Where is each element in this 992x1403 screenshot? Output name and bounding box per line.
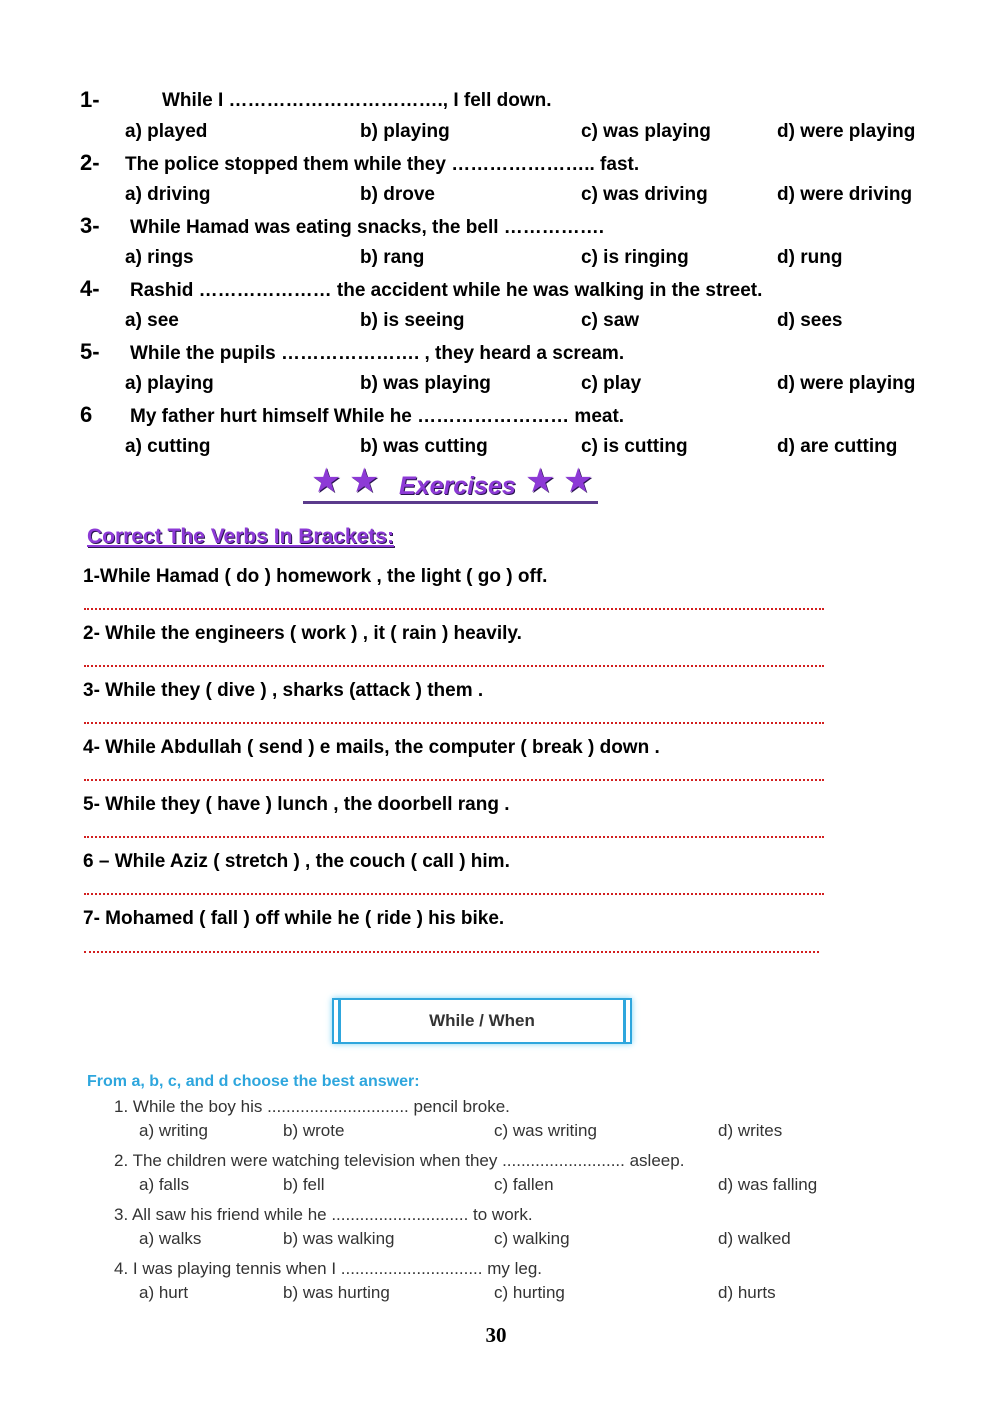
- option-d: d) sees: [777, 310, 843, 331]
- exercise-item: 2- While the engineers ( work ) , it ( rain ) heavily.: [83, 623, 522, 644]
- option-a: a) writing: [139, 1121, 208, 1140]
- option-a: a) see: [125, 310, 179, 331]
- question-number: 4-: [80, 276, 100, 301]
- answer-line[interactable]: [84, 608, 824, 610]
- choose-instruction: From a, b, c, and d choose the best answer:: [87, 1073, 420, 1090]
- question-text: While Hamad was eating snacks, the bell …………….: [130, 217, 605, 238]
- option-b: b) rang: [360, 247, 425, 268]
- question-text: 2. The children were watching television when they .......................... asleep.: [114, 1151, 685, 1170]
- option-b: b) was walking: [283, 1229, 395, 1248]
- option-d: d) hurts: [718, 1283, 776, 1302]
- option-c: c) walking: [494, 1229, 570, 1248]
- option-c: c) was playing: [581, 121, 711, 142]
- option-b: b) was cutting: [360, 436, 488, 457]
- option-a: a) rings: [125, 247, 194, 268]
- answer-line[interactable]: [84, 951, 819, 953]
- answer-line[interactable]: [84, 893, 824, 895]
- banner-underline: [303, 501, 598, 504]
- option-b: b) playing: [360, 121, 450, 142]
- option-c: c) was writing: [494, 1121, 597, 1140]
- option-b: b) is seeing: [360, 310, 465, 331]
- answer-line[interactable]: [84, 665, 824, 667]
- exercise-item: 1-While Hamad ( do ) homework , the light ( go ) off.: [83, 566, 548, 587]
- option-d: d) were playing: [777, 121, 916, 142]
- star-icon: ★: [349, 462, 380, 500]
- question-number: 2-: [80, 150, 100, 175]
- option-c: c) was driving: [581, 184, 708, 205]
- while-when-title: While / When: [429, 1011, 535, 1030]
- exercise-item: 7- Mohamed ( fall ) off while he ( ride ) his bike.: [83, 908, 505, 929]
- question-number: 6: [80, 402, 93, 427]
- option-a: a) played: [125, 121, 208, 142]
- option-c: c) hurting: [494, 1283, 565, 1302]
- option-d: d) writes: [718, 1121, 783, 1140]
- answer-line[interactable]: [84, 722, 824, 724]
- page-number: 30: [485, 1323, 507, 1347]
- option-d: d) rung: [777, 247, 843, 268]
- option-a: a) cutting: [125, 436, 211, 457]
- question-text: My father hurt himself While he …………………… meat.: [130, 406, 625, 427]
- option-d: d) are cutting: [777, 436, 898, 457]
- correct-verbs-heading: Correct The Verbs In Brackets:: [87, 525, 394, 548]
- question-text: While the pupils …………………. , they heard a scream.: [130, 343, 625, 364]
- option-a: a) hurt: [139, 1283, 189, 1302]
- option-b: b) fell: [283, 1175, 325, 1194]
- option-d: d) were playing: [777, 373, 916, 394]
- question-number: 1-: [80, 87, 100, 112]
- answer-line[interactable]: [84, 836, 824, 838]
- option-a: a) playing: [125, 373, 214, 394]
- answer-line[interactable]: [84, 779, 824, 781]
- option-c: c) is ringing: [581, 247, 689, 268]
- option-b: b) was hurting: [283, 1283, 390, 1302]
- option-b: b) wrote: [283, 1121, 345, 1140]
- question-text: The police stopped them while they ………………….. fast.: [125, 154, 640, 175]
- option-b: b) was playing: [360, 373, 491, 394]
- question-number: 3-: [80, 213, 100, 238]
- option-a: a) driving: [125, 184, 211, 205]
- question-text: While I ……………………………., I fell down.: [162, 90, 552, 111]
- exercise-item: 6 – While Aziz ( stretch ) , the couch ( call ) him.: [83, 851, 510, 872]
- question-text: 1. While the boy his .............................. pencil broke.: [114, 1097, 510, 1116]
- option-b: b) drove: [360, 184, 435, 205]
- option-c: c) play: [581, 373, 642, 394]
- exercise-item: 3- While they ( dive ) , sharks (attack ) them .: [83, 680, 484, 701]
- question-text: 3. All saw his friend while he ............................. to work.: [114, 1205, 533, 1224]
- question-text: Rashid ………………… the accident while he was walking in the street.: [130, 280, 763, 301]
- option-d: d) was falling: [718, 1175, 818, 1194]
- exercises-banner: [303, 462, 598, 506]
- star-icon: ★: [563, 462, 594, 500]
- while-when-box: [332, 998, 632, 1044]
- exercises-title: Exercises: [399, 472, 516, 500]
- option-d: d) walked: [718, 1229, 791, 1248]
- option-c: c) fallen: [494, 1175, 554, 1194]
- option-c: c) is cutting: [581, 436, 688, 457]
- option-c: c) saw: [581, 310, 640, 331]
- option-d: d) were driving: [777, 184, 913, 205]
- question-number: 5-: [80, 339, 100, 364]
- option-a: a) walks: [139, 1229, 202, 1248]
- star-icon: ★: [525, 462, 556, 500]
- exercise-item: 5- While they ( have ) lunch , the doorbell rang .: [83, 794, 510, 815]
- exercise-item: 4- While Abdullah ( send ) e mails, the computer ( break ) down .: [83, 737, 660, 758]
- question-text: 4. I was playing tennis when I .............................. my leg.: [114, 1259, 543, 1278]
- star-icon: ★: [311, 462, 342, 500]
- option-a: a) falls: [139, 1175, 190, 1194]
